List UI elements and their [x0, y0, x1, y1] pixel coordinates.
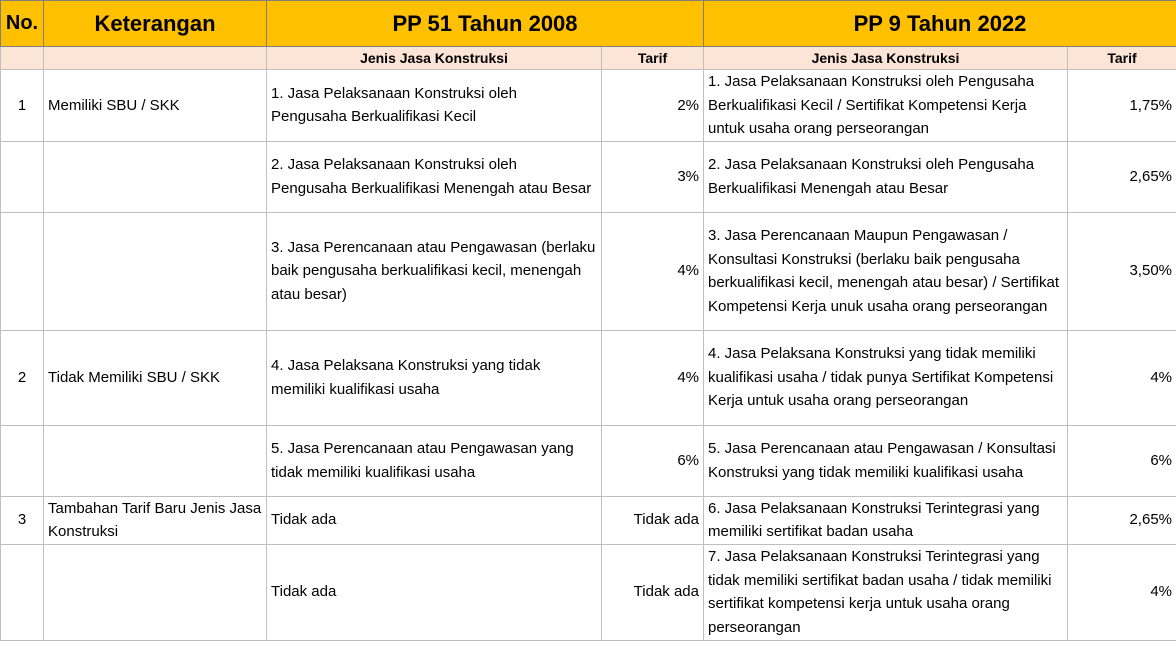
cell-jenis-9[interactable]: 4. Jasa Pelaksana Konstruksi yang tidak memiliki kualifikasi usaha / tidak punya Sertifikat Kompetensi Kerja untuk usaha orang perseorangan: [704, 330, 1068, 425]
subheader-blank-no[interactable]: [1, 47, 44, 70]
cell-no[interactable]: 2: [1, 330, 44, 425]
cell-jenis-9[interactable]: 3. Jasa Perencanaan Maupun Pengawasan / Konsultasi Konstruksi (berlaku baik pengusaha berkualifikasi kecil, menengah atau besar) / Sertifikat Kompetensi Kerja unuk usaha orang perseorangan: [704, 212, 1068, 330]
cell-tarif-9[interactable]: 4%: [1068, 544, 1176, 640]
cell-jenis-51[interactable]: 3. Jasa Perencanaan atau Pengawasan (berlaku baik pengusaha berkualifikasi kecil, menengah atau besar): [267, 212, 602, 330]
cell-tarif-51[interactable]: 4%: [602, 330, 704, 425]
cell-tarif-51[interactable]: Tidak ada: [602, 544, 704, 640]
cell-jenis-51[interactable]: 4. Jasa Pelaksana Konstruksi yang tidak memiliki kualifikasi usaha: [267, 330, 602, 425]
header-pp51[interactable]: PP 51 Tahun 2008: [267, 1, 704, 47]
cell-jenis-51[interactable]: 5. Jasa Perencanaan atau Pengawasan yang tidak memiliki kualifikasi usaha: [267, 425, 602, 496]
table-row: [1, 425, 1176, 496]
header-pp9[interactable]: PP 9 Tahun 2022: [704, 1, 1176, 47]
cell-jenis-51[interactable]: Tidak ada: [267, 496, 602, 544]
cell-tarif-9[interactable]: 3,50%: [1068, 212, 1176, 330]
subheader-jenis-51[interactable]: Jenis Jasa Konstruksi: [267, 47, 602, 70]
header-keterangan[interactable]: Keterangan: [44, 1, 267, 47]
cell-jenis-51[interactable]: Tidak ada: [267, 544, 602, 640]
cell-keterangan[interactable]: [44, 425, 267, 496]
cell-no[interactable]: [1, 544, 44, 640]
subheader-tarif-51[interactable]: Tarif: [602, 47, 704, 70]
cell-tarif-51[interactable]: 4%: [602, 212, 704, 330]
cell-tarif-9[interactable]: 1,75%: [1068, 70, 1176, 142]
table-row: [1, 141, 1176, 212]
header-no[interactable]: No.: [1, 1, 44, 47]
cell-jenis-9[interactable]: 6. Jasa Pelaksanaan Konstruksi Terintegrasi yang memiliki sertifikat badan usaha: [704, 496, 1068, 544]
table-row: [1, 544, 1176, 640]
cell-tarif-51[interactable]: 2%: [602, 70, 704, 142]
subheader-blank-keterangan[interactable]: [44, 47, 267, 70]
subheader-row: [1, 47, 1176, 70]
cell-no[interactable]: [1, 212, 44, 330]
cell-tarif-9[interactable]: 2,65%: [1068, 496, 1176, 544]
cell-no[interactable]: [1, 425, 44, 496]
cell-jenis-9[interactable]: 1. Jasa Pelaksanaan Konstruksi oleh Pengusaha Berkualifikasi Kecil / Sertifikat Kompetensi Kerja untuk usaha orang perseorangan: [704, 70, 1068, 142]
cell-jenis-9[interactable]: 5. Jasa Perencanaan atau Pengawasan / Konsultasi Konstruksi yang tidak memiliki kualifikasi usaha: [704, 425, 1068, 496]
cell-keterangan[interactable]: [44, 141, 267, 212]
subheader-jenis-9[interactable]: Jenis Jasa Konstruksi: [704, 47, 1068, 70]
cell-tarif-51[interactable]: Tidak ada: [602, 496, 704, 544]
cell-tarif-9[interactable]: 4%: [1068, 330, 1176, 425]
header-row: [1, 1, 1176, 47]
table-row: [1, 212, 1176, 330]
cell-keterangan[interactable]: [44, 212, 267, 330]
cell-keterangan[interactable]: Memiliki SBU / SKK: [44, 70, 267, 142]
cell-no[interactable]: 1: [1, 70, 44, 142]
cell-keterangan[interactable]: Tidak Memiliki SBU / SKK: [44, 330, 267, 425]
cell-tarif-51[interactable]: 3%: [602, 141, 704, 212]
subheader-tarif-9[interactable]: Tarif: [1068, 47, 1176, 70]
cell-jenis-9[interactable]: 2. Jasa Pelaksanaan Konstruksi oleh Pengusaha Berkualifikasi Menengah atau Besar: [704, 141, 1068, 212]
cell-tarif-9[interactable]: 2,65%: [1068, 141, 1176, 212]
cell-jenis-51[interactable]: 1. Jasa Pelaksanaan Konstruksi oleh Pengusaha Berkualifikasi Kecil: [267, 70, 602, 142]
cell-no[interactable]: 3: [1, 496, 44, 544]
table-row: [1, 496, 1176, 544]
cell-jenis-51[interactable]: 2. Jasa Pelaksanaan Konstruksi oleh Pengusaha Berkualifikasi Menengah atau Besar: [267, 141, 602, 212]
table-row: [1, 70, 1176, 142]
table-row: [1, 330, 1176, 425]
cell-no[interactable]: [1, 141, 44, 212]
cell-jenis-9[interactable]: 7. Jasa Pelaksanaan Konstruksi Terintegrasi yang tidak memiliki sertifikat badan usaha / tidak memiliki sertifikat kompetensi kerja untuk usaha orang perseorangan: [704, 544, 1068, 640]
cell-tarif-51[interactable]: 6%: [602, 425, 704, 496]
cell-keterangan[interactable]: [44, 544, 267, 640]
cell-keterangan[interactable]: Tambahan Tarif Baru Jenis Jasa Konstruksi: [44, 496, 267, 544]
cell-tarif-9[interactable]: 6%: [1068, 425, 1176, 496]
